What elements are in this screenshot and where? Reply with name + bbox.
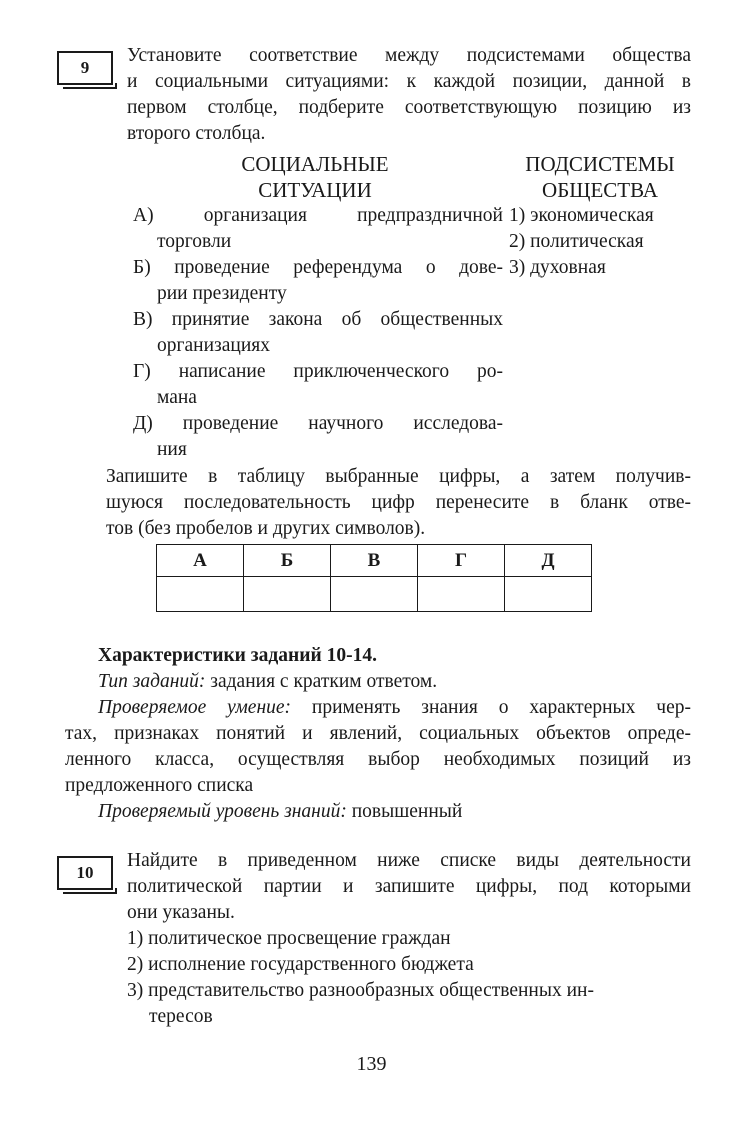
answer-header-cell: Г	[418, 545, 505, 577]
answer-blank-cell	[331, 577, 418, 612]
situation-item: В) принятие закона об общественных организациях	[133, 309, 503, 356]
answer-instruction: Запишите в таблицу выбранные цифры, а затем получив- шуюся последовательность цифр перенесите в бланк отве- тов (без пробелов и других символов).	[106, 466, 691, 539]
situation-item: Б) проведение референдума о дове- рии президенту	[133, 257, 503, 304]
intro-line: Установите соответствие между подсистемами общества	[127, 45, 691, 66]
subsystem-item: 2) политическая	[509, 231, 644, 252]
answer-header-cell: В	[331, 545, 418, 577]
option-item: 3) представительство разнообразных общественных ин- тересов	[127, 980, 594, 1027]
tested-skill: Проверяемое умение: применять знания о характерных чер- тах, признаках понятий и явлений, социальных объектов опреде- ленного класса, осуществляя выбор необходимых позиций из предложенного списка	[65, 697, 691, 796]
option-item: 1) политическое просвещение граждан	[127, 928, 451, 949]
intro-line: первом столбце, подберите соответствующую позицию из	[127, 97, 691, 118]
subsystem-item: 1) экономическая	[509, 205, 654, 226]
knowledge-level: Проверяемый уровень знаний: повышенный	[98, 801, 463, 822]
column-heading-subsystems: ПОДСИСТЕМЫ ОБЩЕСТВА	[525, 152, 675, 202]
task-number: 10	[76, 863, 94, 882]
option-item: 2) исполнение государственного бюджета	[127, 954, 474, 975]
subsystem-item: 3) духовная	[509, 257, 606, 278]
answer-blank-cell	[157, 577, 244, 612]
answer-table	[156, 544, 592, 612]
task-intro: Найдите в приведенном ниже списке виды деятельности политической партии и запишите цифры, под которыми они указаны.	[127, 850, 691, 923]
situation-item: Г) написание приключенческого ро- мана	[133, 361, 503, 408]
answer-header-cell: Д	[505, 545, 592, 577]
situation-item: Д) проведение научного исследова- ния	[133, 413, 503, 460]
answer-blank-cell	[418, 577, 505, 612]
situation-item: А) организация предпраздничной торговли	[133, 205, 503, 252]
task-number-box	[57, 51, 113, 85]
task-number-box	[57, 856, 113, 890]
column-heading-situations: СОЦИАЛЬНЫЕ СИТУАЦИИ	[241, 152, 389, 202]
answer-header-cell: А	[157, 545, 244, 577]
intro-line: второго столбца.	[127, 123, 266, 144]
task-type: Тип заданий: задания с кратким ответом.	[98, 671, 438, 692]
task-number: 9	[80, 58, 90, 77]
task-intro	[127, 43, 691, 147]
characteristics-heading: Характеристики заданий 10-14.	[98, 645, 377, 666]
answer-blank-cell	[244, 577, 331, 612]
intro-line: и социальными ситуациями: к каждой позиции, данной в	[127, 71, 691, 92]
answer-header-cell: Б	[244, 545, 331, 577]
page-number: 139	[356, 1053, 387, 1075]
answer-blank-cell	[505, 577, 592, 612]
